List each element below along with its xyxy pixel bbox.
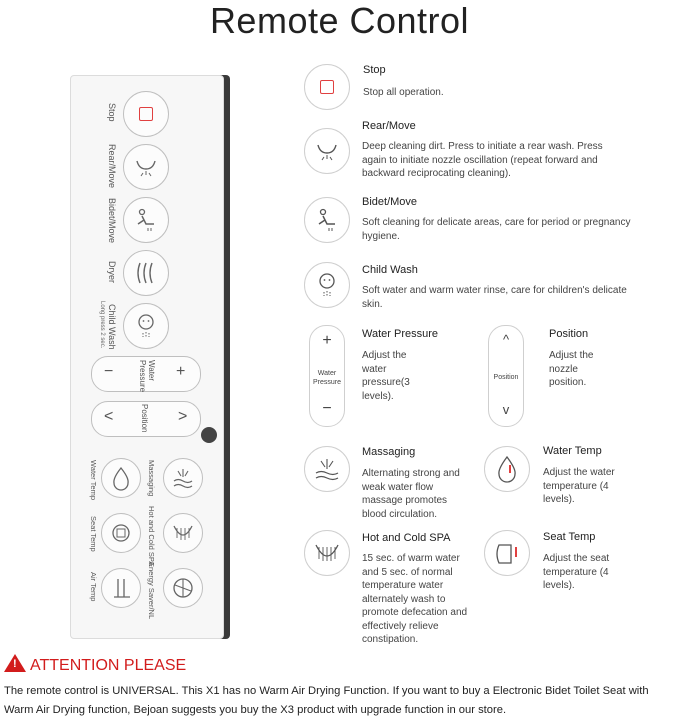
child-face-icon — [305, 263, 349, 307]
seat-icon — [102, 514, 140, 552]
water-pressure-feature-icon — [309, 325, 345, 427]
remote-label-hot-cold-spa: Hot and Cold SPA — [147, 506, 156, 567]
bidet-icon — [305, 198, 349, 242]
massaging-feature-icon — [304, 446, 350, 492]
remote-label-rear-move: Rear/Move — [107, 144, 117, 189]
remote-position-right-button[interactable]: > — [178, 408, 188, 425]
stop-icon — [320, 80, 334, 94]
remote-label-massaging: Massaging — [147, 460, 156, 497]
remote-pressure-plus-button[interactable]: + — [176, 363, 186, 380]
remote-label-water-temp: Water Temp — [89, 460, 98, 501]
bidet-move-desc: Soft cleaning for delicate areas, care for period or pregnancy hygiene. — [362, 217, 631, 242]
remote-water-temp-button[interactable] — [101, 458, 141, 498]
remote-label-air-temp: Air Temp — [89, 572, 98, 602]
massaging-title: Massaging — [362, 446, 416, 458]
rear-wash-icon — [124, 145, 168, 189]
pressure-pill-label: Water Pressure — [312, 370, 341, 386]
air-temp-icon — [102, 569, 140, 607]
remote-dryer-button[interactable] — [123, 250, 169, 296]
remote-label-seat-temp: Seat Temp — [89, 516, 98, 552]
stop-feature-icon — [304, 64, 350, 110]
seat-temp-title: Seat Temp — [543, 531, 596, 543]
position-up-symbol: ^ — [502, 332, 510, 347]
rear-move-title: Rear/Move — [362, 120, 416, 132]
attention-note: The remote control is UNIVERSAL. This X1 has no Warm Air Drying Function. If you want to buy a Electronic Bidet Toilet Seat with Warm Air Drying function, Bejoan suggests you buy the X3 product with upgrade function in our store. — [4, 685, 649, 716]
child-wash-desc: Soft water and warm water rinse, care for children's delicate skin. — [362, 285, 627, 310]
position-desc: Adjust the nozzle position. — [549, 350, 594, 388]
attention-heading — [4, 654, 186, 675]
position-down-symbol: v — [502, 402, 510, 417]
warning-icon: ! — [4, 654, 26, 672]
pressure-plus-symbol: + — [322, 332, 332, 349]
stop-icon — [139, 107, 153, 121]
remote-label-energy-saver: Energy Saver/NL — [147, 562, 156, 620]
stop-desc: Stop all operation. — [363, 87, 444, 98]
water-pressure-title: Water Pressure — [362, 328, 439, 340]
water-temp-desc: Adjust the water temperature (4 levels). — [543, 467, 615, 505]
water-drop-icon — [485, 447, 529, 491]
seat-temp-desc: Adjust the seat temperature (4 levels). — [543, 553, 610, 591]
remote-air-temp-button[interactable] — [101, 568, 141, 608]
pressure-minus-symbol: − — [322, 400, 332, 417]
spa-icon — [164, 514, 202, 552]
page-title: Remote Control — [209, 0, 470, 41]
remote-control — [70, 75, 224, 639]
remote-bidet-move-button[interactable] — [123, 197, 169, 243]
attention-label: ATTENTION PLEASE — [30, 657, 187, 674]
bidet-icon — [124, 198, 168, 242]
remote-position-left-button[interactable]: < — [104, 408, 114, 425]
bidet-move-feature-icon — [304, 197, 350, 243]
seat-icon — [485, 531, 529, 575]
rear-move-desc: Deep cleaning dirt. Press to initiate a rear wash. Press again to initiate nozzle oscillation (repeat forward and backward reciprocating cleaning). — [362, 141, 603, 179]
remote-label-child-wash: Child Wash — [107, 304, 117, 350]
water-temp-feature-icon — [484, 446, 530, 492]
position-pill-label: Position — [493, 374, 519, 381]
stop-title: Stop — [363, 64, 386, 76]
remote-child-wash-button[interactable] — [123, 303, 169, 349]
remote-label-bidet-move: Bidet/Move — [107, 198, 117, 244]
child-wash-feature-icon — [304, 262, 350, 308]
remote-label-position: Position — [140, 404, 149, 433]
remote-water-pressure-pill — [91, 356, 201, 392]
remote-massaging-button[interactable] — [163, 458, 203, 498]
rear-wash-icon — [305, 129, 349, 173]
position-feature-icon — [488, 325, 524, 427]
water-pressure-desc: Adjust the water pressure(3 levels). — [362, 350, 410, 402]
massage-waves-icon — [164, 459, 202, 497]
remote-seat-temp-button[interactable] — [101, 513, 141, 553]
position-title: Position — [549, 328, 589, 340]
remote-label-water-pressure: Water Pressure — [138, 360, 156, 393]
remote-rear-move-button[interactable] — [123, 144, 169, 190]
energy-saver-icon — [164, 569, 202, 607]
remote-hot-cold-spa-button[interactable] — [163, 513, 203, 553]
remote-pressure-minus-button[interactable]: − — [104, 363, 114, 380]
water-temp-title: Water Temp — [543, 445, 602, 457]
remote-position-pill — [91, 401, 201, 437]
water-drop-icon — [102, 459, 140, 497]
remote-label-long-press: Long press 2 sec. — [99, 301, 105, 349]
bidet-move-title: Bidet/Move — [362, 196, 418, 208]
child-wash-title: Child Wash — [362, 264, 418, 276]
spa-icon — [305, 531, 349, 575]
dryer-icon — [124, 251, 168, 295]
remote-energy-saver-button[interactable] — [163, 568, 203, 608]
remote-indicator-knob — [201, 427, 217, 443]
rear-move-feature-icon — [304, 128, 350, 174]
seat-temp-feature-icon — [484, 530, 530, 576]
remote-stop-button[interactable] — [123, 91, 169, 137]
massaging-desc: Alternating strong and weak water flow massage promotes blood circulation. — [362, 468, 460, 520]
hot-cold-spa-feature-icon — [304, 530, 350, 576]
hot-cold-spa-desc: 15 sec. of warm water and 5 sec. of normal temperature water alternately wash to promote defecation and effectively relieve constipation. — [362, 553, 468, 645]
massage-waves-icon — [305, 447, 349, 491]
child-face-icon — [124, 304, 168, 348]
hot-cold-spa-title: Hot and Cold SPA — [362, 532, 451, 544]
remote-label-dryer: Dryer — [107, 261, 117, 283]
remote-label-stop: Stop — [107, 103, 117, 122]
